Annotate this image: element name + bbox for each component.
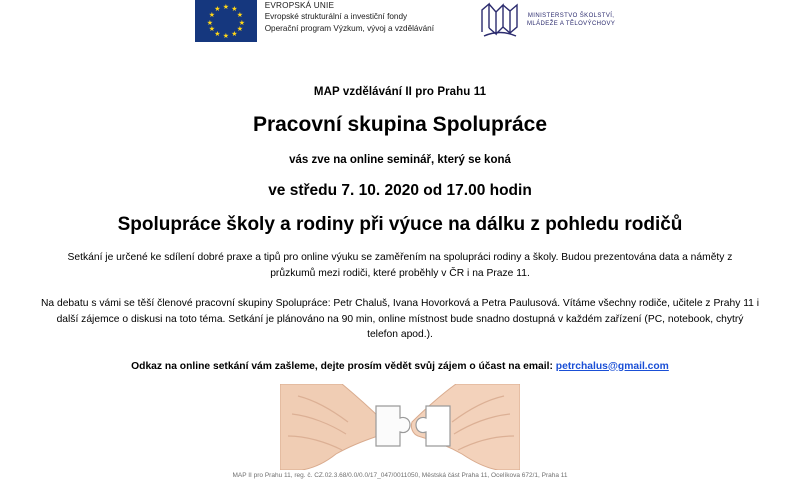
project-line: MAP vzdělávání II pro Prahu 11 bbox=[313, 86, 487, 98]
eu-flag-icon: ★ ★ ★ ★ ★ ★ ★ ★ ★ ★ ★ ★ bbox=[195, 0, 257, 42]
event-datetime: ve středu 7. 10. 2020 od 17.00 hodin bbox=[268, 182, 532, 199]
eu-logo-text bbox=[265, 0, 434, 34]
paragraph-contact bbox=[50, 359, 750, 375]
contact-instruction-text: Odkaz na online setkání vám zašleme, dejte prosím vědět svůj zájem o účast na email: bbox=[131, 360, 553, 372]
msmt-emblem-icon bbox=[478, 2, 522, 38]
msmt-logo-block bbox=[478, 2, 615, 38]
paragraph-description: Setkání je určené ke sdílení dobré praxe a tipů pro online výuku se zaměřením na spolupráci rodiny a školy. Budou prezentována data a náměty z průzkumů mezi rodiči, které proběhly v ČR i na Praze 11. bbox=[67, 252, 733, 279]
photo-container bbox=[0, 384, 800, 470]
puzzle-hands-photo bbox=[280, 384, 520, 470]
page-title: Pracovní skupina Spolupráce bbox=[252, 113, 548, 136]
invite-line: vás zve na online seminář, který se koná bbox=[289, 154, 511, 166]
msmt-logo-text bbox=[527, 2, 615, 28]
logo-header bbox=[0, 0, 800, 64]
eu-logo-line1: EVROPSKÁ UNIE bbox=[264, 1, 335, 10]
msmt-logo-line2: MLÁDEŽE A TĚLOVÝCHOVY bbox=[526, 21, 616, 27]
eu-logo-line3: Operační program Výzkum, vývoj a vzdělávání bbox=[264, 23, 434, 33]
footer-note: MAP II pro Prahu 11, reg. č. CZ.02.3.68/0.0/0.0/17_047/0011050, Městská část Praha 11, Ocelíkova 672/1, Praha 11 bbox=[232, 472, 568, 479]
seminar-topic-title: Spolupráce školy a rodiny při výuce na dálku z pohledu rodičů bbox=[117, 214, 683, 235]
paragraph-speakers: Na debatu s vámi se těší členové pracovní skupiny Spolupráce: Petr Chaluš, Ivana Hovorková a Petra Paulusová. Vítáme všechny rodiče, učitele z Prahy 11 i další zájemce o diskusi na toto téma. Setkání je plánováno na 90 min, online místnost bude snadno dostupná v každém zařízení (PC, notebook, chytrý telefon apod.). bbox=[40, 298, 760, 340]
eu-logo-line2: Evropské strukturální a investiční fondy bbox=[264, 12, 408, 22]
eu-logo-block bbox=[195, 0, 434, 42]
msmt-logo-line1: MINISTERSTVO ŠKOLSTVÍ, bbox=[527, 13, 615, 19]
contact-email-link[interactable]: petrchalus@gmail.com bbox=[555, 360, 669, 372]
